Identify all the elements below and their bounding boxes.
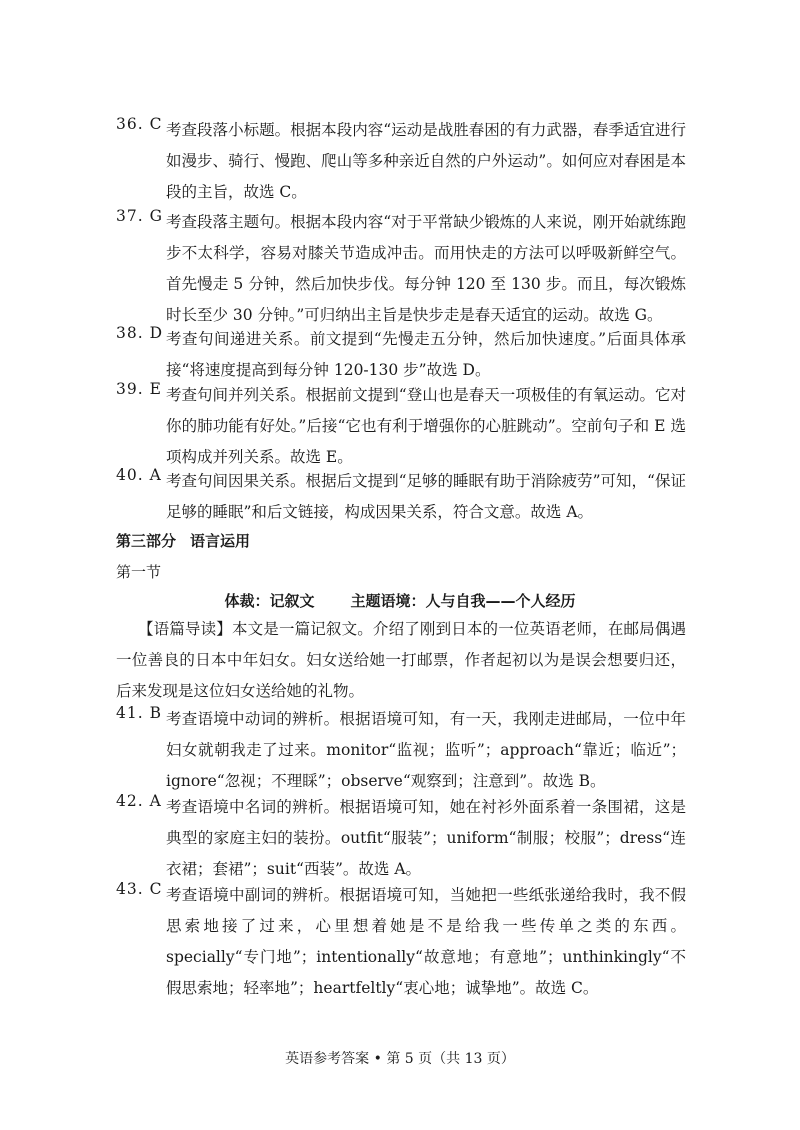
answer-number: 41. B	[116, 704, 162, 722]
answer-explanation: 考查语境中副词的辨析。根据语境可知，当她把一些纸张递给我时，我不假思索地接了过来，心里想着她是不是给我一些传单之类的东西。specially“专门地”；intentionally“故意地；有意地”；unthinkingly“不假思索地；轻率地”；heartfeltly“衷心地；诚挚地”。故选 C。	[166, 886, 686, 997]
answer-number: 40. A	[116, 466, 162, 484]
answer-number: 38. D	[116, 324, 164, 342]
genre-label: 体裁：记叙文	[224, 592, 315, 610]
answer-item-39	[116, 380, 686, 473]
answer-item-43	[116, 880, 686, 1004]
part-title: 语言运用	[190, 532, 251, 550]
answer-item-38	[116, 324, 686, 386]
answer-number: 43. C	[116, 880, 163, 898]
answer-item-40	[116, 466, 686, 528]
answer-item-36	[116, 115, 686, 208]
answer-explanation: 考查段落主题句。根据本段内容“对于平常缺少锻炼的人来说，刚开始就练跑步不太科学，容易对膝关节造成冲击。而用快走的方法可以呼吸新鲜空气。首先慢走 5 分钟，然后加快步伐。每分钟 120 至 130 步。而且，每次锻炼时长至少 30 分钟。”可归纳出主旨是快步走是春天适宜的运动。故选 G。	[166, 213, 686, 324]
answer-explanation: 考查语境中名词的辨析。根据语境可知，她在衬衫外面系着一条围裙，这是典型的家庭主妇的装扮。outfit“服装”；uniform“制服；校服”；dress“连衣裙；套裙”；suit“西装”。故选 A。	[166, 798, 686, 878]
answer-number: 37. G	[116, 207, 163, 225]
answer-explanation: 考查句间因果关系。根据后文提到“足够的睡眠有助于消除疲劳”可知，“保证足够的睡眠”和后文链接，构成因果关系，符合文意。故选 A。	[166, 472, 686, 521]
page-footer: 英语参考答案 • 第 5 页（共 13 页）	[285, 1051, 515, 1067]
answer-explanation: 考查句间递进关系。前文提到“先慢走五分钟，然后加快速度。”后面具体承接“将速度提高到每分钟 120-130 步”故选 D。	[166, 330, 686, 379]
answer-item-37	[116, 207, 686, 331]
answer-item-41	[116, 704, 686, 797]
answer-item-42	[116, 792, 686, 885]
answer-number: 39. E	[116, 380, 162, 398]
genre-theme-line	[0, 590, 800, 611]
part-three-heading	[116, 530, 250, 551]
answer-number: 36. C	[116, 115, 163, 133]
section-heading: 第一节	[116, 563, 162, 581]
answer-explanation: 考查段落小标题。根据本段内容“运动是战胜春困的有力武器，春季适宜进行如漫步、骑行、慢跑、爬山等多种亲近自然的户外运动”。如何应对春困是本段的主旨，故选 C。	[166, 121, 686, 201]
passage-guide: 【语篇导读】本文是一篇记叙文。介绍了刚到日本的一位英语老师，在邮局偶遇一位善良的日本中年妇女。妇女送给她一打邮票，作者起初以为是误会想要归还，后来发现是这位妇女送给她的礼物。	[116, 620, 686, 700]
answer-explanation: 考查句间并列关系。根据前文提到“登山也是春天一项极佳的有氧运动。它对你的肺功能有好处。”后接“它也有利于增强你的心脏跳动”。空前句子和 E 选项构成并列关系。故选 E。	[166, 386, 686, 466]
theme-label: 主题语境：人与自我——个人经历	[350, 592, 576, 610]
part-label: 第三部分	[116, 532, 177, 550]
answer-explanation: 考查语境中动词的辨析。根据语境可知，有一天，我刚走进邮局，一位中年妇女就朝我走了过来。monitor“监视；监听”；approach“靠近；临近”；ignore“忽视；不理睬”；observe“观察到；注意到”。故选 B。	[166, 710, 686, 790]
answer-number: 42. A	[116, 792, 162, 810]
